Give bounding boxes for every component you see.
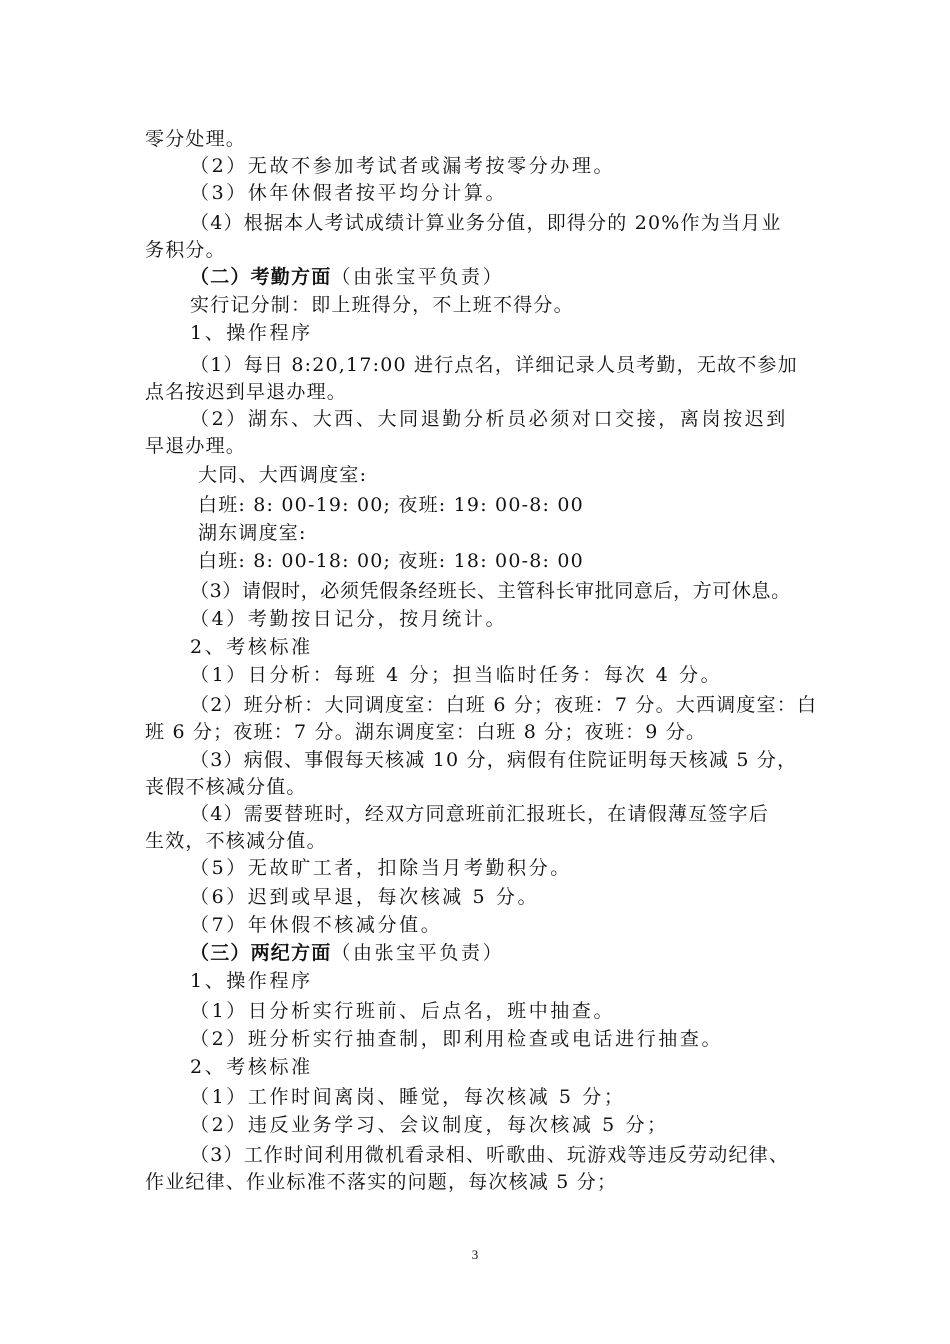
text-line: 务积分。 — [145, 239, 226, 261]
text-line: 生效，不核减分值。 — [145, 830, 327, 852]
section-heading — [190, 264, 504, 291]
text-line: 零分处理。 — [145, 128, 247, 150]
text-line: （4）根据本人考试成绩计算业务分值，即得分的 20%作为当月业 — [190, 212, 782, 234]
text-line: （7）年休假不核减分值。 — [190, 914, 443, 936]
text-line: （2）违反业务学习、会议制度，每次核减 5 分； — [190, 1114, 669, 1136]
text-line: （1）工作时间离岗、睡觉，每次核减 5 分； — [190, 1086, 626, 1108]
text-line: 早退办理。 — [145, 435, 247, 457]
section-heading-title: （二）考勤方面 — [190, 266, 332, 288]
text-line: 点名按迟到早退办理。 — [145, 381, 348, 403]
text-line: （4）需要替班时，经双方同意班前汇报班长，在请假薄亙签字后 — [190, 803, 769, 825]
text-line: （1）每日 8:20,17:00 进行点名，详细记录人员考勤，无故不参加 — [190, 354, 798, 376]
section-heading-note: （由张宝平负责） — [331, 942, 505, 964]
text-line: 白班: 8: 00-19: 00; 夜班: 19: 00-8: 00 — [198, 494, 584, 516]
text-line: （6）迟到或早退，每次核减 5 分。 — [190, 886, 540, 908]
section-heading — [190, 940, 504, 967]
page-number: 3 — [471, 1247, 479, 1262]
text-line: （2）班分析：大同调度室：白班 6 分；夜班：7 分。大西调度室：白 — [190, 694, 818, 716]
text-line: 作业纪律、作业标准不落实的问题，每次核减 5 分； — [145, 1171, 618, 1193]
text-line: （1）日分析：每班 4 分；担当临时任务：每次 4 分。 — [190, 664, 723, 686]
text-line: （3）工作时间利用微机看录相、听歌曲、玩游戏等违反劳动纪律、 — [190, 1144, 790, 1166]
text-line: （3）请假时，必须凭假条经班长、主管科长审批同意后，方可休息。 — [190, 580, 791, 602]
text-line: 班 6 分；夜班：7 分。湖东调度室：白班 8 分；夜班：9 分。 — [145, 721, 707, 743]
text-line: （3）病假、事假每天核减 10 分，病假有住院证明每天核减 5 分， — [190, 749, 798, 771]
text-line: 湖东调度室: — [198, 522, 307, 544]
subheading: 2、考核标准 — [190, 1056, 313, 1078]
subheading: 1、操作程序 — [190, 970, 313, 992]
text-line: （4）考勤按日记分，按月统计。 — [190, 608, 508, 630]
section-heading-title: （三）两纪方面 — [190, 942, 332, 964]
text-line: （1）日分析实行班前、后点名，班中抽查。 — [190, 1000, 616, 1022]
subheading: 1、操作程序 — [190, 322, 313, 344]
text-line: （5）无故旷工者，扣除当月考勤积分。 — [190, 857, 572, 879]
text-line: 丧假不核减分值。 — [145, 776, 307, 798]
subheading: 2、考核标准 — [190, 636, 313, 658]
text-line: 大同、大西调度室: — [198, 464, 368, 486]
text-line: （2）湖东、大西、大同退勤分析员必须对口交接，离岗按迟到 — [190, 408, 788, 430]
text-line: （2）无故不参加考试者或漏考按零分办理。 — [190, 155, 616, 177]
text-line: （2）班分析实行抽查制，即利用检查或电话进行抽查。 — [190, 1028, 724, 1050]
section-heading-note: （由张宝平负责） — [331, 266, 505, 288]
text-line: 实行记分制：即上班得分，不上班不得分。 — [190, 294, 574, 316]
text-line: （3）休年休假者按平均分计算。 — [190, 182, 508, 204]
text-line: 白班: 8: 00-18: 00; 夜班: 18: 00-8: 00 — [198, 550, 584, 572]
